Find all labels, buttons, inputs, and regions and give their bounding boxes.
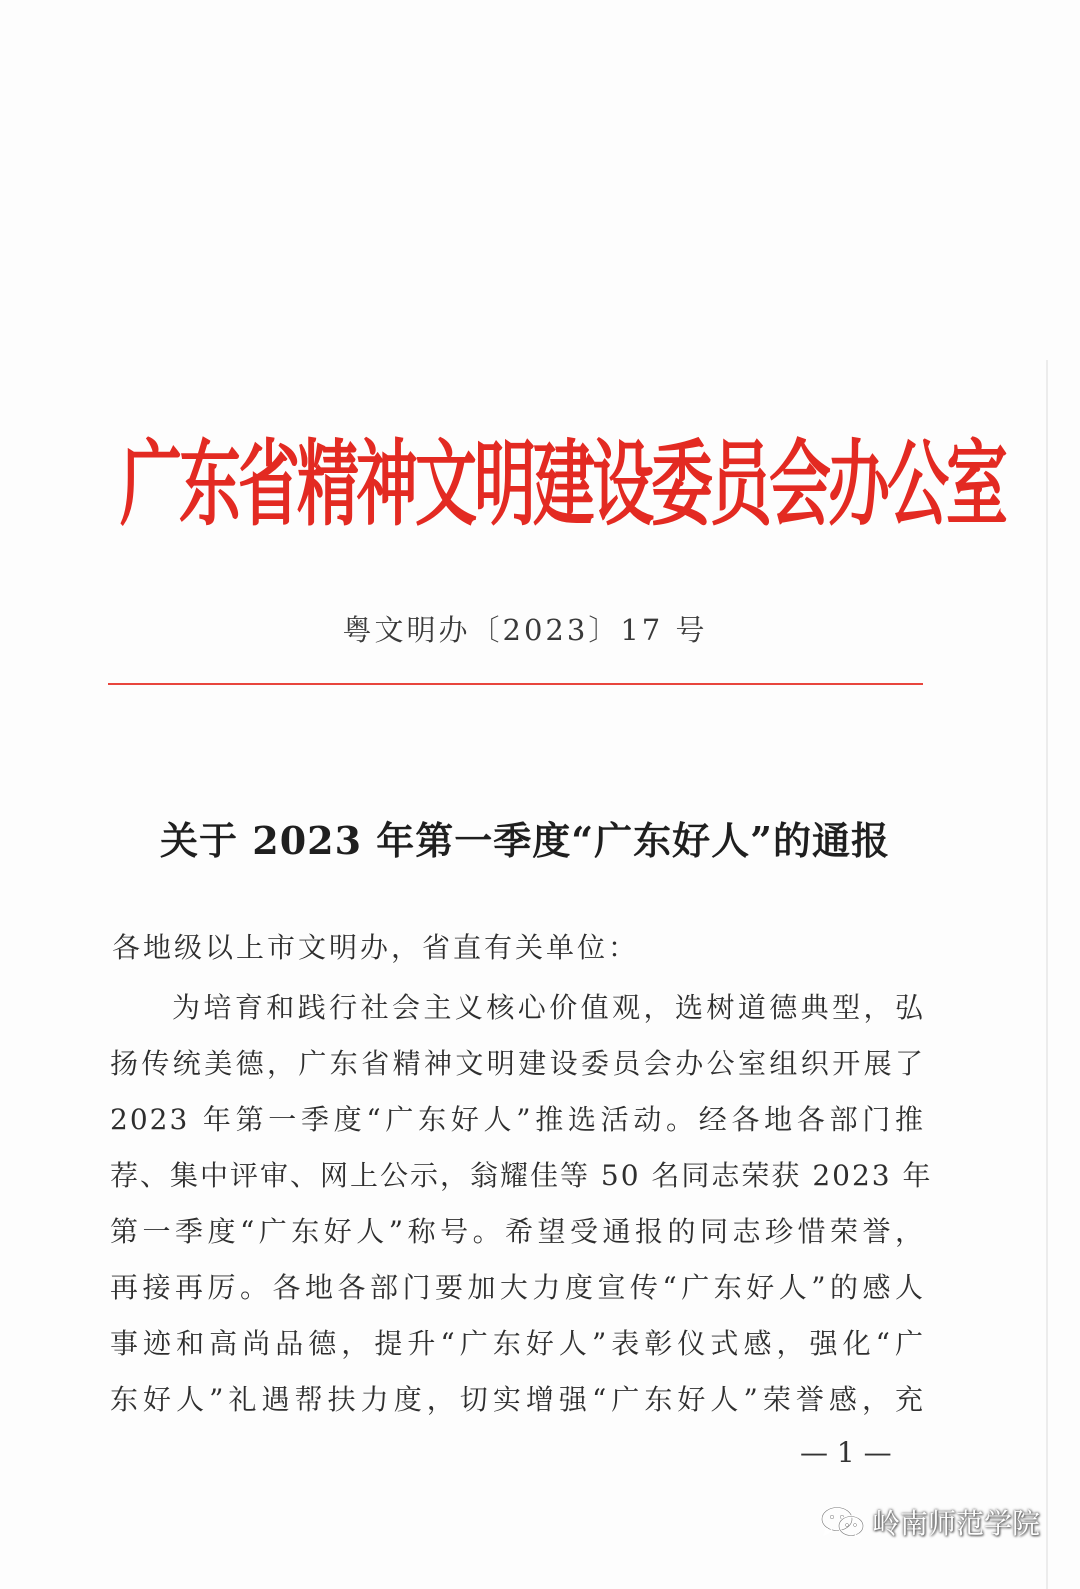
body-line: 荐、集中评审、网上公示，翁耀佳等 50 名同志荣获 2023 年 [110,1159,933,1192]
salutation: 各地级以上市文明办，省直有关单位： [112,931,640,964]
scan-edge-line [1046,360,1048,1589]
watermark-text: 岭南师范学院 [872,1507,1041,1540]
source-watermark [820,1502,1040,1542]
body-line: 事迹和高尚品德，提升“广东好人”表彰仪式感，强化“广 [110,1327,925,1360]
body-paragraph [110,980,933,1428]
page-number: — 1 — [800,1436,892,1469]
body-line: 2023 年第一季度“广东好人”推选活动。经各地各部门推 [110,1103,925,1136]
body-line: 东好人”礼遇帮扶力度，切实增强“广东好人”荣誉感，充 [110,1383,925,1416]
body-line: 再接再厉。各地各部门要加大力度宣传“广东好人”的感人 [110,1271,925,1304]
document-title: 关于 2023 年第一季度“广东好人”的通报 [160,818,890,863]
body-line: 扬传统美德，广东省精神文明建设委员会办公室组织开展了 [110,1047,925,1080]
body-line: 为培育和践行社会主义核心价值观，选树道德典型，弘 [172,991,925,1024]
body-line: 第一季度“广东好人”称号。希望受通报的同志珍惜荣誉， [110,1215,925,1248]
wechat-icon [820,1505,866,1539]
issuing-authority-header: 广东省精神文明建设委员会办公室 [120,429,1006,539]
document-number: 粤文明办〔2023〕17 号 [342,613,708,647]
red-separator-line [108,683,923,685]
